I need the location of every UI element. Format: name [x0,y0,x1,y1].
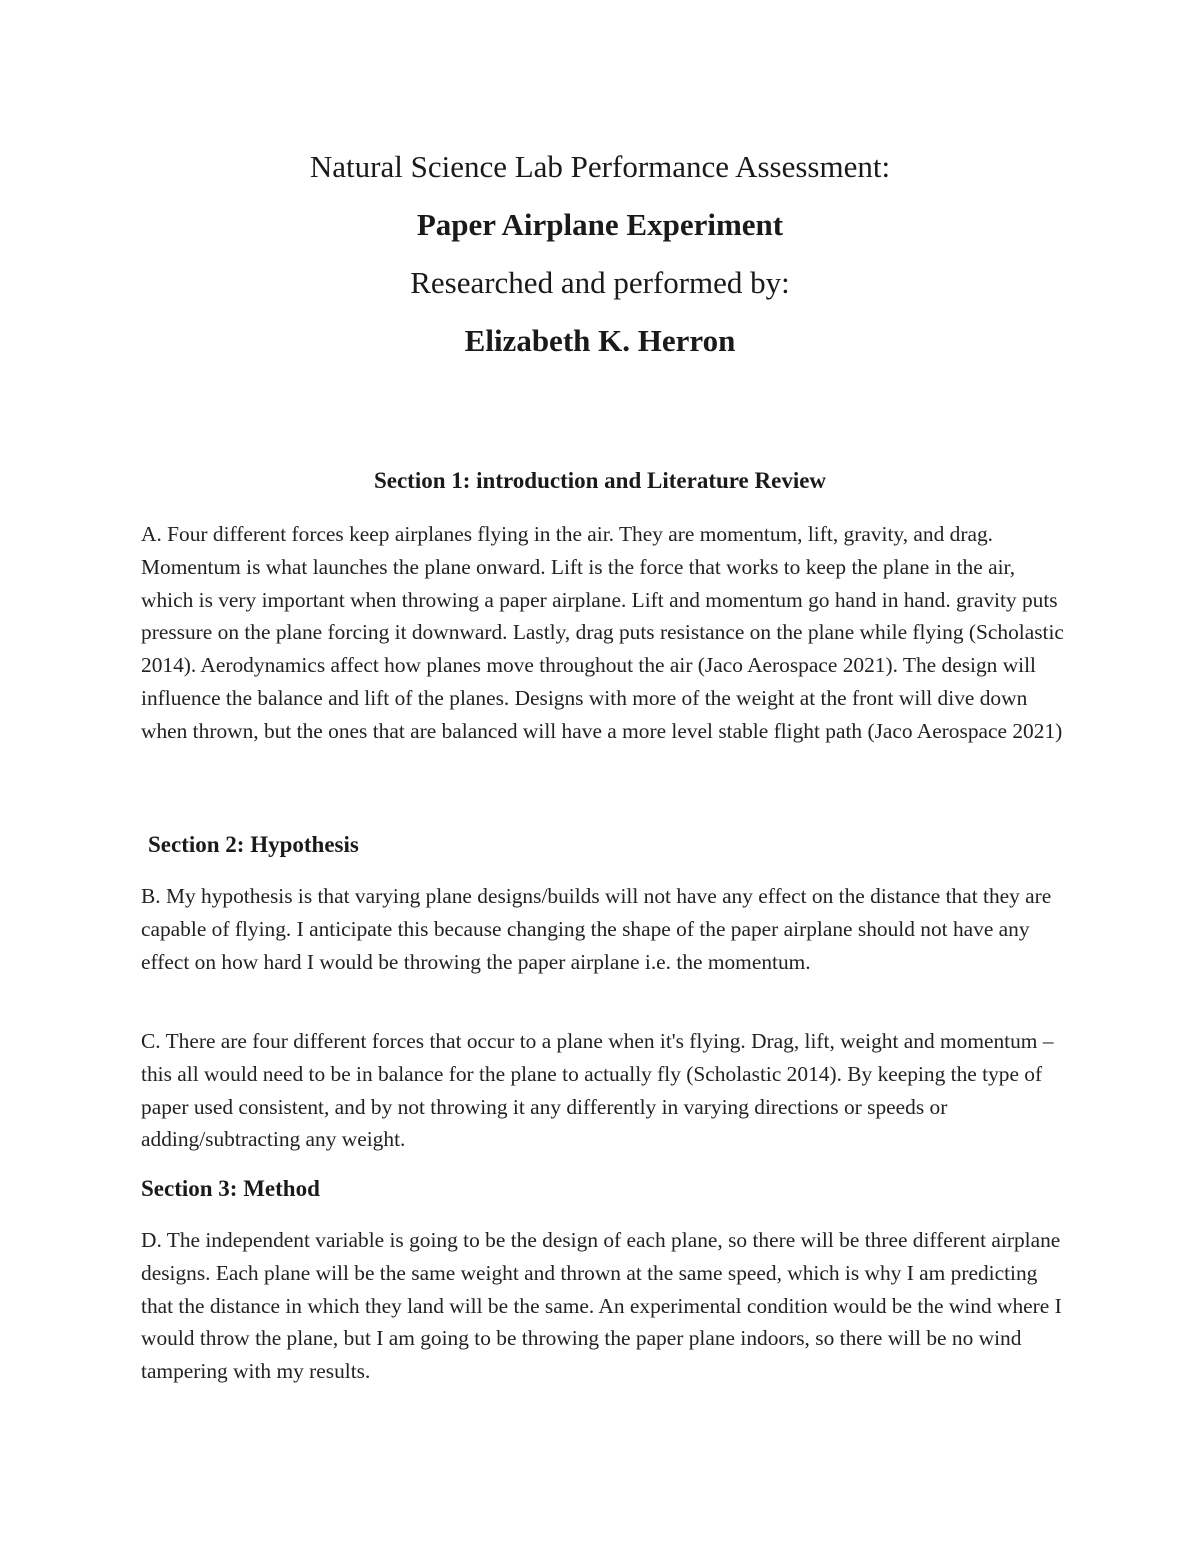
section-3-heading: Section 3: Method [141,1176,320,1201]
author-name: Elizabeth K. Herron [464,323,736,358]
paragraph-a: A. Four different forces keep airplanes flying in the air. They are momentum, lift, gravity, and drag. Momentum is what launches the plane onward. Lift is the force that works to keep the plane in the air, which is very important when throwing a paper airplane. Lift and momentum go hand in hand. gravity puts pressure on the plane forcing it downward. Lastly, drag puts resistance on the plane while flying (Scholastic 2014). Aerodynamics affect how planes move throughout the air (Jaco Aerospace 2021). The design will influence the balance and lift of the planes. Designs with more of the weight at the front will dive down when thrown, but the ones that are balanced will have a more level stable flight path (Jaco Aerospace 2021) [141,522,1064,743]
section-1-heading: Section 1: introduction and Literature Review [373,468,827,493]
assessment-title: Natural Science Lab Performance Assessment: [309,149,891,184]
section-2-heading: Section 2: Hypothesis [148,832,359,857]
paragraph-c: C. There are four different forces that occur to a plane when it's flying. Drag, lift, weight and momentum – this all would need to be in balance for the plane to actually fly (Scholastic 2014). By keeping the type of paper used consistent, and by not throwing it any differently in varying directions or speeds or adding/subtracting any weight. [141,1029,1054,1152]
experiment-title: Paper Airplane Experiment [416,207,784,242]
title-block [0,138,1200,370]
byline-label: Researched and performed by: [410,265,790,300]
paragraph-d: D. The independent variable is going to be the design of each plane, so there will be three different airplane designs. Each plane will be the same weight and thrown at the same speed, which is why I am predicting that the distance in which they land will be the same. An experimental condition would be the wind where I would throw the plane, but I am going to be throwing the paper plane indoors, so there will be no wind tampering with my results. [141,1228,1062,1384]
paragraph-b: B. My hypothesis is that varying plane designs/builds will not have any effect on the distance that they are capable of flying. I anticipate this because changing the shape of the paper airplane should not have any effect on how hard I would be throwing the paper airplane i.e. the momentum. [141,884,1052,974]
